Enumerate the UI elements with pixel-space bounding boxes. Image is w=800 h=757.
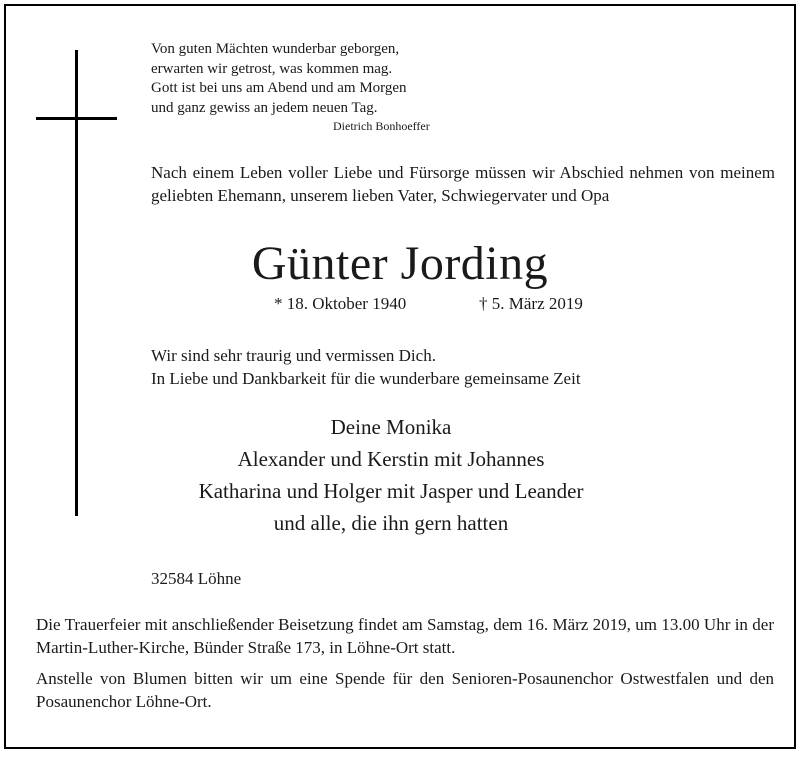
obituary-notice [4, 4, 796, 749]
family-line: Katharina und Holger mit Jasper und Leander [198, 479, 584, 503]
poem-line: Gott ist bei uns am Abend und am Morgen [151, 80, 407, 96]
family-line: Deine Monika [330, 415, 452, 439]
death-date: † 5. März 2019 [479, 294, 583, 313]
cross-icon-bar [36, 117, 117, 120]
birth-date: * 18. Oktober 1940 [274, 294, 407, 313]
message-line: Wir sind sehr traurig und vermissen Dich. [151, 346, 436, 365]
poem-line: Von guten Mächten wunderbar geborgen, [151, 41, 400, 57]
poem-line: und ganz gewiss an jedem neuen Tag. [151, 99, 378, 116]
funeral-info: Die Trauerfeier mit anschließender Beisetzung findet am Samstag, dem 16. März 2019, um 13.00 Uhr in der Martin-Luther-Kirche, Bünder Straße 173, in Löhne-Ort statt. [36, 615, 774, 657]
family-line: Alexander und Kerstin mit Johannes [237, 447, 545, 471]
donation-info: Anstelle von Blumen bitten wir um eine Spende für den Senioren-Posaunenchor Ostwestfalen und den Posaunenchor Löhne-Ort. [36, 669, 774, 711]
poem-line: erwarten wir getrost, was kommen mag. [151, 60, 393, 77]
poem-author: Dietrich Bonhoeffer [333, 119, 430, 133]
intro-text: Nach einem Leben voller Liebe und Fürsorge müssen wir Abschied nehmen von meinem geliebten Ehemann, unserem lieben Vater, Schwiegervater und Opa [151, 163, 775, 205]
family-line: und alle, die ihn gern hatten [273, 511, 509, 535]
deceased-name: Günter Jording [251, 237, 549, 290]
family-signatures [151, 411, 631, 539]
location: 32584 Löhne [151, 569, 242, 588]
message-line: In Liebe und Dankbarkeit für die wunderbare gemeinsame Zeit [151, 369, 581, 388]
poem [151, 40, 471, 133]
mourning-message [151, 344, 581, 390]
